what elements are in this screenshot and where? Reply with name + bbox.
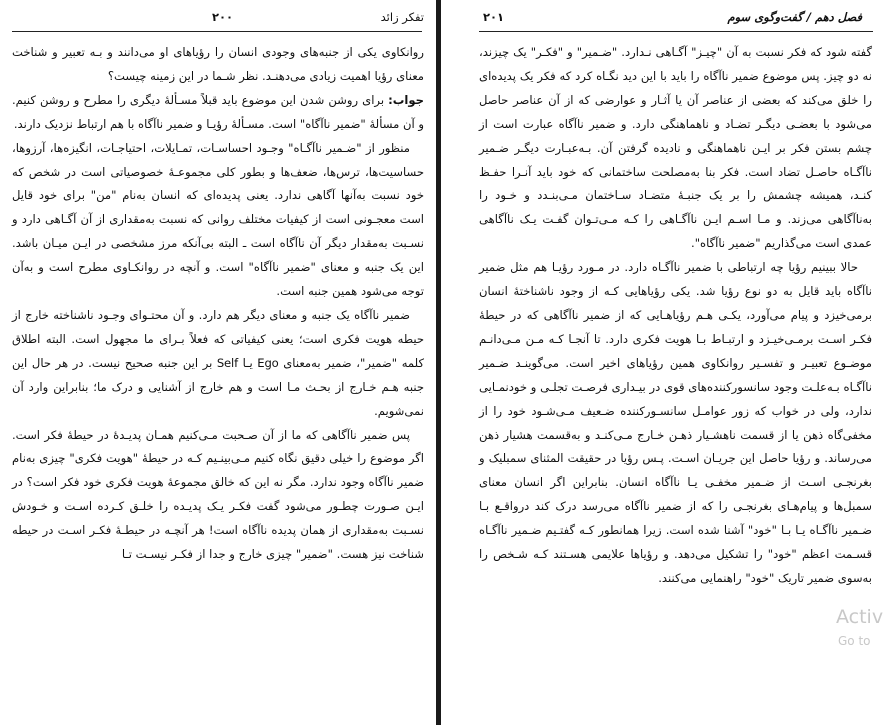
page-divider bbox=[436, 0, 441, 725]
right-paragraph-1: گفته شود که فکر نسبت به آن "چیـز" آگـاهی نـدارد. "ضـمیر" و "فکـر" یک چیزند، نه دو چیز. پس موضوع ضمیر ناآگاه را باید با این دید نگـاه کرد که فکر یک پدیده‌ای را خلق می‌کند که بعضی از عناصر آن یا آثـار و عوارضی که از آن عناصر حاصل می‌شود با بعضـی دیگـر تضـاد و ناهماهنگی دارد. و ضمیر ناآگاه عبارت است از چشم بستن فکر بر ایـن ناهماهنگی و نادیده گرفتن آن. بـه‌عبـارت دیگـر ضـمیر ناآگـاه حاصـل تضاد است. فکر بنا به‌مصلحت ساختمانی که خود باید آنـرا حفـظ کنـد، همیشه چشمش را بر یک جنبـهٔ متضـاد سـاختمان مـی‌بنـدد و خـود را به‌ناآگاهی می‌زند. و مـا اسـم ایـن ناآگـاهی را کـه مـی‌تـوان گفـت یـک ناآگاهی عمدی است می‌گذاریم "ضمیر ناآگاه". bbox=[479, 45, 872, 251]
left-header-rule bbox=[12, 31, 422, 32]
answer-label: جواب: bbox=[388, 92, 425, 107]
left-body-text bbox=[12, 41, 424, 567]
left-paragraph-2-text: برای روشن شدن این موضوع باید قبلاً مسـألهٔ دیگری را مطرح و روشن کنیم. و آن مسألهٔ "ضمیر ناآگاه" است. مسـألهٔ رؤیـا و ضمیر ناآگاه با هم ارتباط نزدیک دارند. bbox=[12, 92, 424, 131]
right-header-rule bbox=[479, 31, 873, 32]
right-page bbox=[443, 0, 876, 725]
left-paragraph-1: روانکاوی یکی از جنبه‌های وجودی انسان را رؤیاهای او می‌دانند و بـه تعبیر و شناخت معنای رؤیا اهمیت زیادی می‌دهنـد. نظر شـما در این زمینه چیست؟ bbox=[12, 45, 424, 83]
left-paragraph-2 bbox=[12, 89, 424, 137]
left-paragraph-5: پس ضمیر ناآگاهی که ما از آن صـحبت مـی‌کنیم همـان پدیـدهٔ در حیطهٔ فکر است. اگر موضوع را خیلی دقیق نگاه کنیم مـی‌بینـیم کـه در حیطهٔ "هویت فکری" چیزی به‌نام ضمیر ناآگاه وجود ندارد. مگر نه این که خالق مجموعهٔ هویت فکری خود فکر است؟ در ایـن صـورت چطـور می‌شود گفت فکـر یـک پدیـده را خلـق کـرده اسـت و خـودش نسـبت به‌مقداری از همان پدیده ناآگاه است! هر آنچـه در حیطـهٔ فکـر اسـت در حیطه شناخت نیز هست. "ضمیر" چیزی خارج و جدا از فکـر نیسـت تـا bbox=[12, 427, 424, 562]
left-header-title: تفکر زائد bbox=[380, 10, 424, 24]
activation-watermark-line2: Go to bbox=[838, 634, 871, 648]
right-page-number: ۲۰۱ bbox=[483, 10, 505, 24]
left-paragraph-4: ضمیر ناآگاه یک جنبه و معنای دیگر هم دارد. و آن محتـوای وجـود ناشناخته خارج از حیطه هویت فکری است؛ یعنی کیفیاتی که فعلاً بـرای ما مجهول است. البته اطلاق کلمه "ضمیر"، ضمیر به‌معنای Ego یـا Self بر این جنبه صحیح نیست. در هر حال این جنبه هـم خـارج از بحـث مـا است و هم خارج از آشنایی و درک ما؛ بنابراین وارد آن نمی‌شویم. bbox=[12, 307, 424, 418]
right-body-text bbox=[479, 41, 872, 591]
right-paragraph-2: حالا ببینیم رؤیا چه ارتباطی با ضمیر ناآگـاه دارد. در مـورد رؤیـا هم مثل ضمیر ناآگاه باید قایل به دو نوع رؤیا شد. یکی رؤیاهایی کـه از وجود ناشناختهٔ انسان برمی‌خیزد و پیام می‌آورد، یکـی هـم رؤیاهـایی که از ضمیر ناآگاهی که در حیطهٔ فکـر اسـت برمـی‌خیـزد و ارتبـاط بـا هویت فکری دارد. تا آنجـا کـه مـن مـی‌دانـم موضـوع تعبیـر و تفسـیر روانکاوی همین رؤیاهای اخیر است. می‌گوینـد ضـمیر ناآگـاه بـه‌علـت وجود سانسورکننده‌های قوی در بیـداری فرصـت تجلـی و خودنمـایی ندارد، ولی در خواب که زور عوامـل سانسـورکننده ضـعیف مـی‌شـود خود را از مخفی‌گاه ذهن یا از قسمت ناهشـیار ذهـن خـارج مـی‌کنـد و به‌قسمت هشیار ذهن می‌رساند. و رؤیا حاصل این جریـان اسـت. پـس رؤیا در حقیقت المثنای سمبلیک و بغرنجـی اسـت از ضـمیر مخفـی یـا ناآگاه انسان. بنابراین اگر انسان معنای سمبل‌ها و پیام‌هـای بغرنجـی را که از ضمیر ناآگاه می‌رسد درک کند درواقـع بـا ضـمیر ناآگـاه یـا بـا "خود" آشنا شده است. زیرا همانطور کـه گفتـیم ضـمیر ناآگـاه قسـمت اعظم "خود" را تشکیل می‌دهد. و رؤیاها علایمی هسـتند کـه شـخص را به‌سوی ضمیر تاریک "خود" راهنمایی می‌کنند. bbox=[479, 260, 872, 585]
left-page-number: ۲۰۰ bbox=[212, 10, 234, 24]
left-paragraph-3: منظور از "ضـمیر ناآگـاه" وجـود احساسـات، تمـایلات، احتیاجـات، انگیزه‌ها، آرزوها، حساسیت‌ها، ترس‌ها، ضعف‌ها و بطور کلی مجموعـهٔ خصوصیاتی است در شخص که خود نسبت به‌آنها آگاهی ندارد. یعنی پدیده‌ای که انسان به‌نام "من" برای خود قایل است معجـونی است از کیفیات مختلف روانی که نسبت به‌مقداری از آن آگـاهی دارد و نسـبت به‌مقدار دیگر آن ناآگاه است ـ البته بی‌آنکه مرز مشخصی در ایـن میـان باشد. این یک جنبه و معنای "ضمیر ناآگاه" است. و آنچه در روانکـاوی مطرح است و به‌آن توجه می‌شود همین جنبه است. bbox=[12, 140, 424, 299]
activation-watermark-line1: Activ bbox=[836, 606, 883, 628]
right-header-title: فصل دهم / گفت‌وگوی سوم bbox=[727, 10, 862, 24]
left-page bbox=[0, 0, 438, 725]
